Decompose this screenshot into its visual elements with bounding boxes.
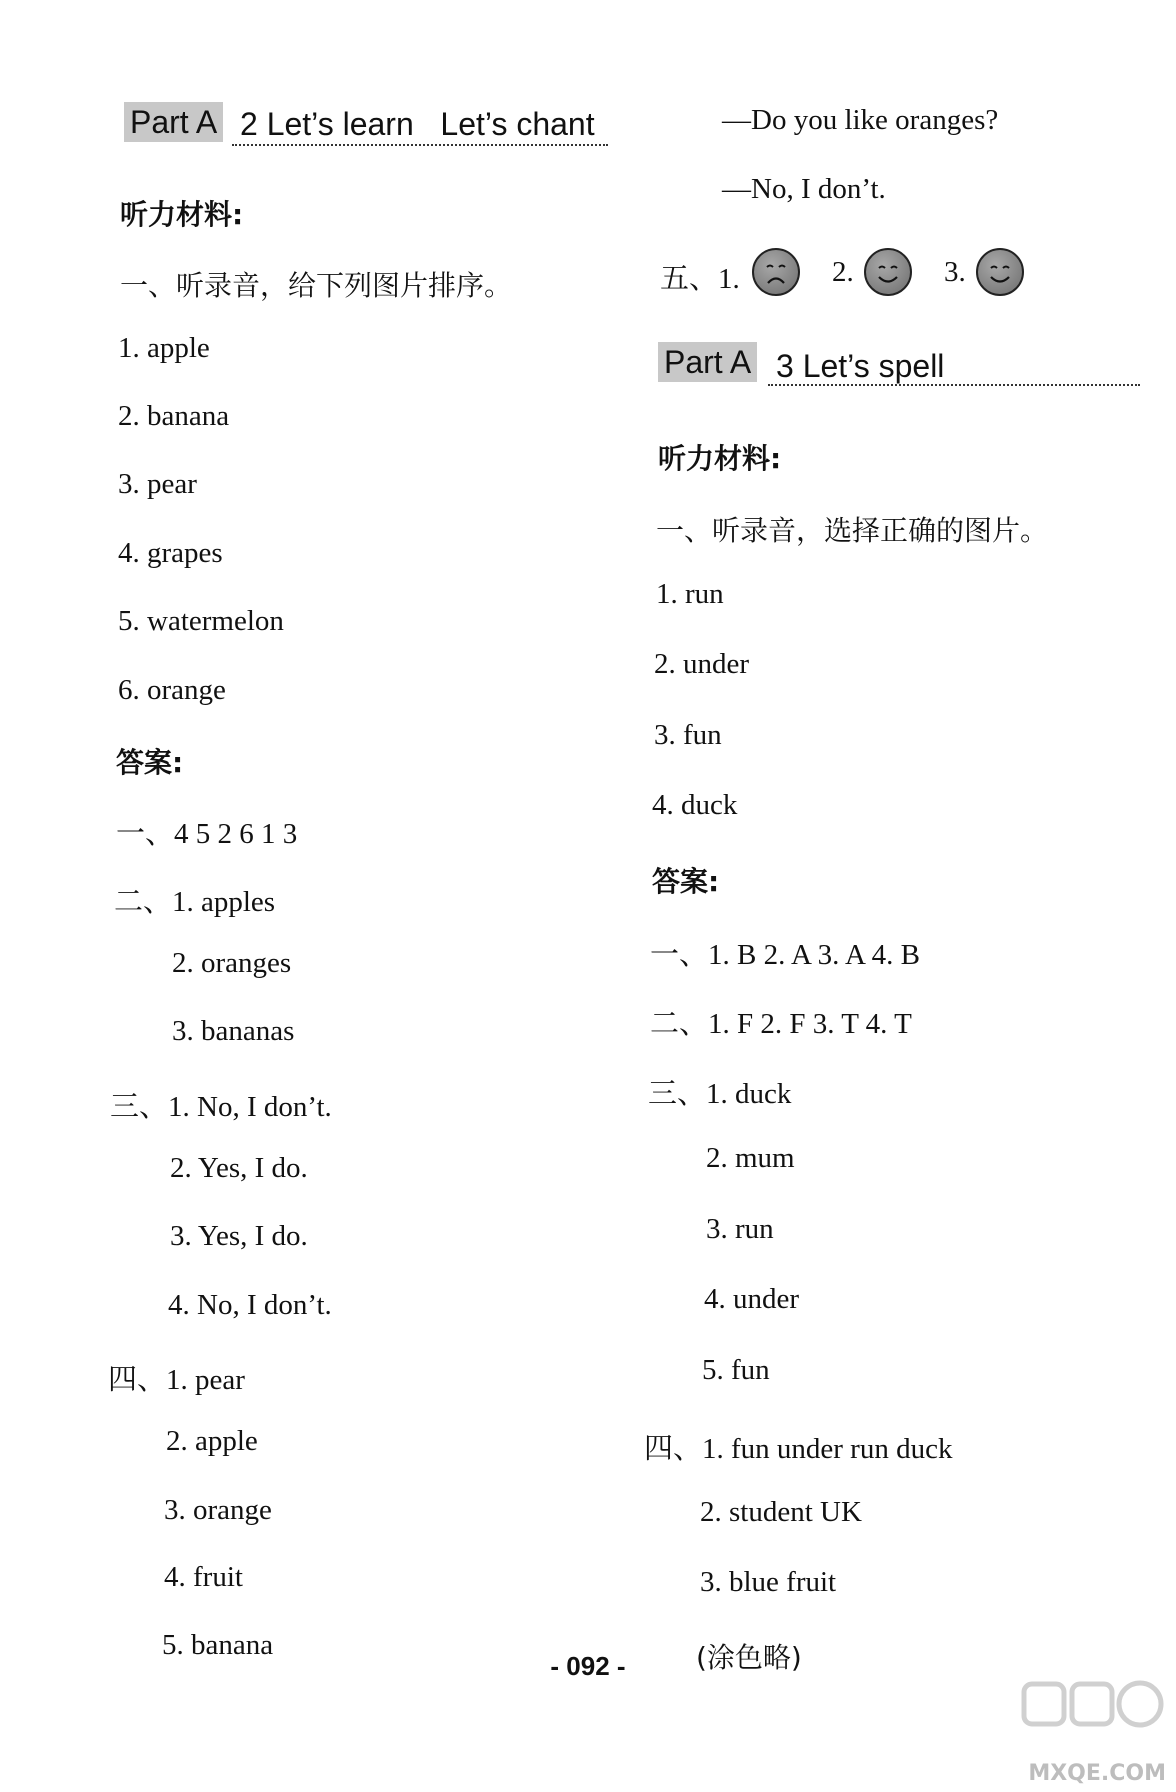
answer-1-left: 一、4 5 2 6 1 3 [116,818,298,850]
material-heading-right: 听力材料: [658,442,782,475]
watermark-logo [1016,1676,1166,1786]
answer-3-item: 三、1. duck [648,1078,792,1110]
answer-3-item: 4. No, I don’t. [168,1289,332,1321]
list-item: 3. pear [118,468,197,500]
answer-2-right: 二、1. F 2. F 3. T 4. T [650,1008,912,1040]
dialog-line: —Do you like oranges? [722,104,999,136]
answer-4-item: 2. student UK [700,1496,862,1528]
answer-4-item: 四、1. pear [108,1364,245,1396]
page-number: - 092 - [550,1651,626,1681]
answer-4-item: 3. orange [164,1494,272,1526]
answer-4-item: 3. blue fruit [700,1566,837,1598]
list-item: 3. fun [654,719,722,751]
title-underline-right [768,384,1140,386]
answer-2-item: 2. oranges [172,947,292,979]
list-item: 2. banana [118,400,230,432]
answer-4-item: 2. apple [166,1425,258,1457]
answer-4-item: 4. fruit [164,1561,243,1593]
answer-4-item: 四、1. fun under run duck [644,1433,953,1465]
answer-3-item: 5. fun [702,1354,770,1386]
list-item: 2. under [654,648,750,680]
material-heading-left: 听力材料: [120,198,244,231]
answer-2-item: 3. bananas [172,1015,295,1047]
list-item: 1. apple [118,332,210,364]
sad-face-icon [752,248,800,296]
question-1-title-right: 一、听录音，选择正确的图片。 [656,514,1049,547]
answer-3-item: 3. Yes, I do. [170,1220,308,1252]
answer-heading-left: 答案: [116,746,184,779]
question-1-title-left: 一、听录音，给下列图片排序。 [120,269,513,302]
answer-heading-right: 答案: [652,865,720,898]
section-title-left: 2 Let’s learn Let’s chant [240,106,595,142]
list-item: 5. watermelon [118,605,284,637]
watermark-text: MXQE.COM [1028,1761,1166,1786]
happy-face-icon [976,248,1024,296]
answer-5-number-2: 2. [832,256,854,288]
section-title-right: 3 Let’s spell [776,348,945,384]
answer-4-item: 5. banana [162,1629,274,1661]
answer-5-number-3: 3. [944,256,966,288]
answer-3-item: 4. under [704,1283,800,1315]
title-underline-left [232,144,608,146]
happy-face-icon [864,248,912,296]
answer-5-label: 五、1. [660,263,740,295]
part-tag-right: Part A [658,342,757,382]
answer-3-item: 2. mum [706,1142,795,1174]
list-item: 4. grapes [118,537,223,569]
list-item: 4. duck [652,789,738,821]
part-tag-left: Part A [124,102,223,142]
answer-4-note: (涂色略) [696,1641,802,1674]
answer-1-right: 一、1. B 2. A 3. A 4. B [650,939,920,971]
answer-3-item: 三、1. No, I don’t. [110,1091,332,1123]
list-item: 6. orange [118,674,226,706]
dialog-line: —No, I don’t. [722,173,886,205]
list-item: 1. run [656,578,724,610]
answer-3-item: 2. Yes, I do. [170,1152,308,1184]
answer-3-item: 3. run [706,1213,774,1245]
answer-2-item: 二、1. apples [114,886,276,918]
